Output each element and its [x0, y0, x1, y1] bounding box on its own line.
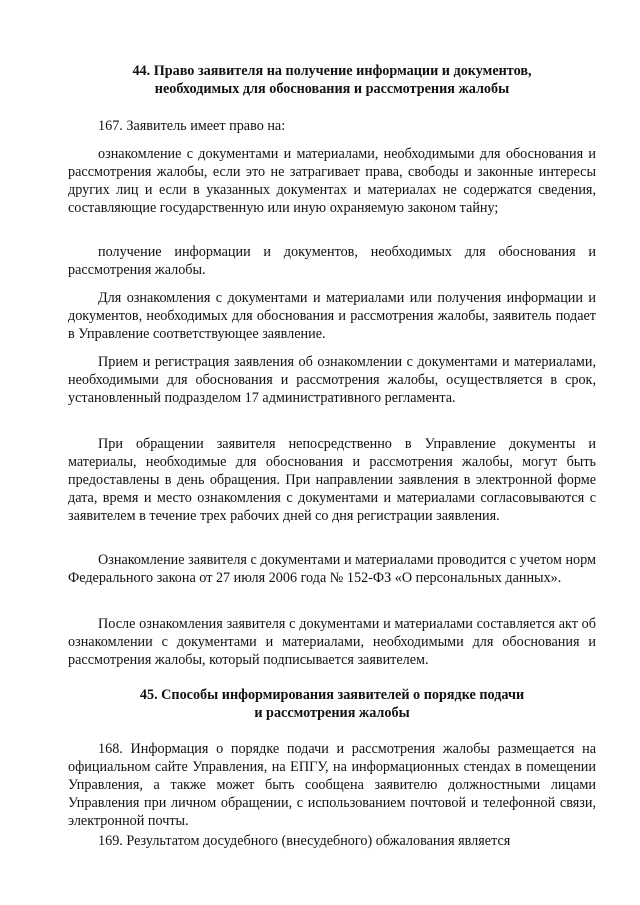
paragraph-169-result: 169. Результатом досудебного (внесудебного) обжалования является	[98, 833, 511, 849]
section-45-title-line-1: 45. Способы информирования заявителей о порядке подачи	[139, 687, 525, 703]
paragraph-application-registration: Прием и регистрация заявления об ознакомлении с документами и материалами, необходимыми для обоснования и рассмотрения жалобы, осуществляется в срок, установленный подразделом 17 административного регламента.	[68, 354, 596, 406]
paragraph-application-submission: Для ознакомления с документами и материалами или получения информации и документов, необходимых для обоснования и рассмотрения жалобы, заявитель подает в Управление соответствующее заявление.	[68, 290, 596, 342]
section-44-heading	[68, 62, 596, 98]
section-45-heading	[68, 686, 596, 722]
paragraph-direct-appeal: При обращении заявителя непосредственно в Управление документы и материалы, необходимые для обоснования и рассмотрения жалобы, могут быть предоставлены в день обращения. При направлении заявления в электронной форме дата, время и место ознакомления с документами и материалами согласовываются с заявителем в течение трех рабочих дней со дня регистрации заявления.	[68, 436, 596, 524]
section-44-title-line-2: необходимых для обоснования и рассмотрения жалобы	[154, 81, 510, 97]
section-45-title-line-2: и рассмотрения жалобы	[254, 705, 410, 721]
paragraph-168-information: 168. Информация о порядке подачи и рассмотрения жалобы размещается на официальном сайте Управления, на ЕПГУ, на информационных стендах в помещении Управления, а также может быть сообщена заявителю должностными лицами Управления при личном обращении, с использованием почтовой и телефонной связи, электронной почты.	[68, 741, 596, 829]
paragraph-right-to-review: ознакомление с документами и материалами, необходимыми для обоснования и рассмотрения жалобы, если это не затрагивает права, свободы и законные интересы других лиц и если в указанных документах и материалах не содержатся сведения, составляющие государственную или иную охраняемую законом тайну;	[68, 146, 596, 216]
paragraph-right-to-information: получение информации и документов, необходимых для обоснования и рассмотрения жалобы.	[68, 244, 596, 278]
paragraph-167-intro: 167. Заявитель имеет право на:	[98, 118, 286, 134]
paragraph-personal-data-law: Ознакомление заявителя с документами и материалами проводится с учетом норм Федерального закона от 27 июля 2006 года № 152-ФЗ «О персональных данных».	[68, 552, 596, 586]
section-44-title-line-1: 44. Право заявителя на получение информации и документов,	[132, 63, 532, 79]
paragraph-review-act: После ознакомления заявителя с документами и материалами составляется акт об ознакомлении с документами и материалами, необходимыми для обоснования и рассмотрения жалобы, который подписывается заявителем.	[68, 616, 596, 668]
